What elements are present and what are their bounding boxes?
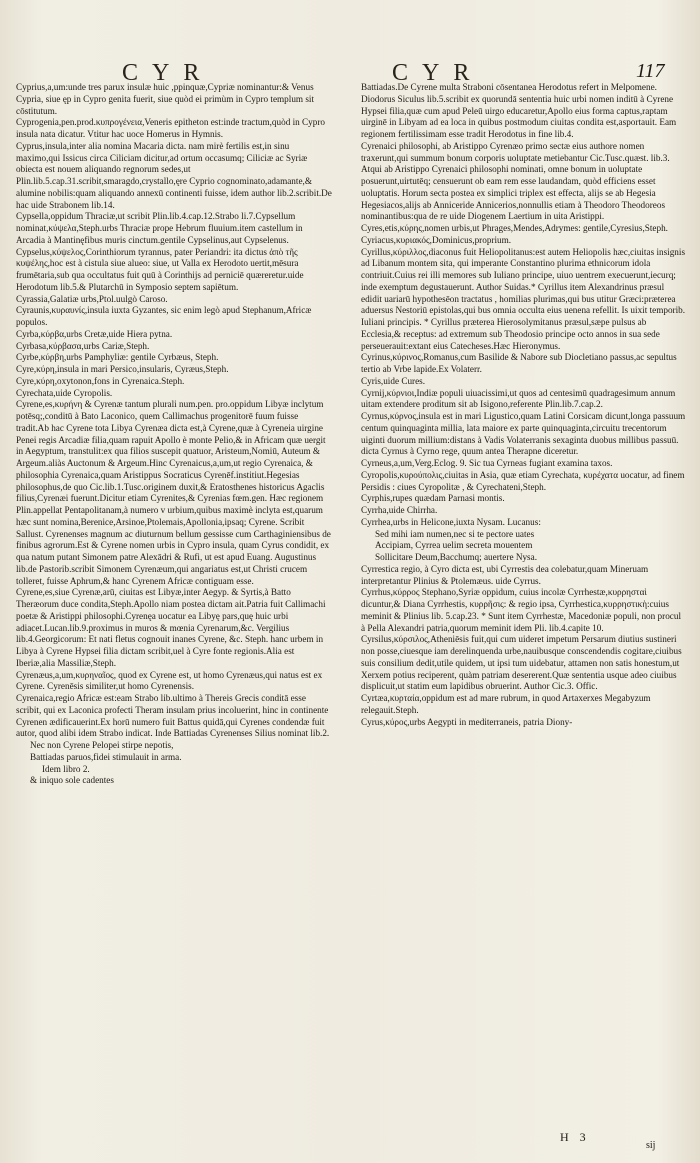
entry-cyre-fons: Cyre,κύρη,oxytonon,fons in Cyrenaica.Steph.	[16, 375, 185, 386]
entry-cyrene-ciuitas: Cyrene,es,siue Cyrenæ,arū, ciuitas est Libyæ,inter Aegyp. & Syrtis,à Batto Theræorum duce condita,Steph.Apollo niam postea dictam ait.Patria fuit Callimachi poetæ & Aristippi philosophi.Cyrenęa uocatur ea Libyę pars,quę huic urbi adiacet.Lucan.lib.9.proximus in muros & mœnia Cyrenarum,&c. Vergilius lib.4.Georgicorum: Et nati fletus cognouit inanes Cyrene, &c. Steph. hanc urbem in Libya à Cyrene Hypsei filia dictam scribit,uel à Cyre fonte regionis.Alia est Iberiæ,alia Massiliæ,Steph.	[16, 587, 326, 668]
right-column	[361, 82, 687, 728]
verse-line: Battiadas paruos,fidei stimulauit in arma.	[30, 751, 182, 762]
catchword: sij	[646, 1140, 656, 1151]
entry-cyrbasa: Cyrbasa,κύρβασα,urbs Cariæ,Steph.	[16, 340, 150, 351]
entry-cyris: Cyris,uide Cures.	[361, 375, 426, 386]
entry-cypselus: Cypselus,κύψελος,Corinthiorum tyrannus, pater Periandri: ita dictus ἀπὸ τῆς κυψέλης,hoc est à cistula siue alueo: siue, ut Valla ex Herodoto uertit,mēsura frumētaria,sub qua occultatus fuit quū à Corinthijs ad perniciē quæreretur.uide Herodotum lib.5.& Plutarchū in Symposio septem sapiētum.	[16, 246, 304, 292]
verse-line: Nec non Cyrene Pelopei stirpe nepotis,	[30, 740, 174, 750]
citation-line: Idem libro 2.	[42, 763, 90, 774]
page-number: 117	[636, 60, 665, 82]
verse-line: & iniquo sole cadentes	[30, 775, 114, 786]
entry-battiadas-continued: Battiadas.De Cyrene multa Straboni cōsentanea Herodotus refert in Melpomene. Diodorus Siculus lib.5.scribit ex quorundā sententia huic urbi nomen inditū à Cyrene Hypsei filia,quæ cum apud Peleū uirgo educaretur,Apollo eius forma captus,raptam uirginē in Libyam ad ea loca in quibus postmodum ciuitas condita est,asportauit. Eam regionem fertilissimam esse tradit Herodotus in fine lib.4.	[361, 82, 677, 139]
entry-cyrba: Cyrba,κύρβα,urbs Cretæ,uide Hiera pytna.	[16, 328, 173, 339]
entry-cyrenaica: Cyrenaica,regio Africæ est:eam Strabo lib.ultimo à Thereis Grecis conditā esse scribit, qui ex Laconica profecti Theram insulam prius incoluerint, hinc in continente Cyrenen ædificauerint.Ex horū numero fuit Battus quidā,qui Cyrenes condendæ fuit autor, quod alibi idem Strabo indicat. Inde Battiadas Cyrenenses Silius nominat lib.2.	[16, 693, 330, 739]
entry-cyrrestica: Cyrrestica regio, à Cyro dicta est, ubi Cyrrestis dea colebatur,quam Mineruam interpretantur Plinius & Ptolemæus. uide Cyrrus.	[361, 563, 649, 586]
entry-cyrassia: Cyrassia,Galatiæ urbs,Ptol.uulgò Caroso.	[16, 293, 168, 304]
entry-cyrrha: Cyrrha,uide Chirrha.	[361, 505, 438, 515]
verse-line: Sed mihi iam numen,nec si te pectore uates	[375, 528, 535, 539]
entry-cyprus: Cyprus,insula,inter alia nomina Macaria dicta. nam mirè fertilis est,in sinu maximo,qui Issicus circa Ciliciam dicitur,ad ortum occasumq; Ciliciæ ac Syriæ obiecta est nouem aliquando regnorum sedes,ut Plin.lib.5.cap.31.scribit,smaragdo,crystallo,ęre Cyprio cognominato,adamante,& alumine nobilis:quam aliquando annexū continenti fuisse, idem author lib.2.scribit.De hac uide Strabonem lib.14.	[16, 140, 332, 210]
entry-cyraunis: Cyraunis,κυραυνίς,insula iuxta Gyzantes, sic enim legò apud Stephanum,Africæ populos.	[16, 305, 312, 327]
entry-cyrenaeus: Cyrenæus,a,um,κυρηναῖος, quod ex Cyrene est, ut homo Cyrenæus,qui natus est ex Cyrene. Cyrenēsis similiter,ut homo Cyrenensis.	[16, 669, 323, 692]
entry-cypsella: Cypsella,oppidum Thraciæ,ut scribit Plin.lib.4.cap.12.Strabo li.7.Cypsellum nominat,κύψελα,Steph.urbs Thraciæ prope Hebrum fluuium.item castellum in Arcadia à Mantinęfibus muris cinctum.gentile Cypselinus,aut Cypselenus.	[16, 211, 303, 245]
verse-line: Accipiam, Cyrrea uelim secreta mouentem	[375, 540, 533, 551]
entry-cyrbe: Cyrbe,κύρβη,urbs Pamphyliæ: gentile Cyrbæus, Steph.	[16, 352, 219, 363]
entry-cyrenaici: Cyrenaici philosophi, ab Aristippo Cyrenæo primo sectæ eius authore nomen traxerunt,qui summum bonum corporis uoluptate metiebantur Cic.Tusc.quæst. lib.3. Atqui ab Aristippo Cyrenaici philosophi nominati, omne bonum in uoluptate posuerunt,uirtutēq; censuerunt ob eam rem esse laudandam, quòd efficiens esset uoluptatis. Horum secta postea ex simplici triplex est effecta, alijs se ab Hegesia Hegesiacos,alijs ab Anniceride Annicerios,nonnullis etiam à Theodoro Theodoreos nominantibus:qua de re uide Diogenem Laertium in uita Aristippi.	[361, 140, 670, 222]
entry-cyriacus: Cyriacus,κυριακός,Dominicus,proprium.	[361, 234, 512, 245]
signature-mark: H 3	[560, 1130, 590, 1144]
entry-cyrphis: Cyrphis,rupes quædam Parnasi montis.	[361, 493, 505, 504]
entry-cyrnij: Cyrnij,κύρνιοι,Indiæ populi uiuacissimi,ut quos ad centesimū quadragesimum annum uitam extendere proditum sit ab Isigono,referente Plin.lib.7.cap.2.	[361, 387, 676, 410]
verse-line: Sollicitare Deum,Bacchumq; auertere Nysa.	[375, 552, 537, 562]
entry-cyprius: Cyprius,a,um:unde tres parux insulæ huic ,ppinquæ,Cypriæ nominantur:& Venus Cypria, siue ęp in Cypro genita fuerit, siue quòd ei primùm in Cypro templum sit cōstitutum.	[16, 82, 315, 116]
left-column	[16, 82, 332, 787]
entry-cyrechata: Cyrechata,uide Cyropolis.	[16, 387, 113, 398]
entry-cyropolis: Cyropolis,κυρούπολις,ciuitas in Asia, quæ etiam Cyrechata, κυρέχατα uocatur, ad finem Persidis : ciues Cyropolitæ , & Cyrechateni,Steph.	[361, 469, 685, 492]
entry-cyrillus: Cyrillus,κύριλλος,diaconus fuit Heliopolitanus:est autem Heliopolis hæc,ciuitas insignis ad Libanum montem sita, qui imperante Constantino plurima ethnicorum idola contriuit.Cuius rei illi memores sub Iuliano principe, uiuo uentrem execuerunt,iecurq; inde exemptum degustauerunt. Author Suidas.* Cyrillus item Alexandrinus præsul edidit uariarū hypothesēon tractatus , homilias plurimas,qui bus utitur Græci:præterea aduersus Nestoriū epistolas,qui bus omnia occulta eius uenena refellit. Is uixit temporib. Iuliani principis. * Cyrillus præterea Hierosolymitanus præsul,sæpe pulsus ab Ecclesia,& receptus: ad extremum sub Theodosio principe octo annos in sua sede perseuerauit:extant eius Catecheses.Hæc Hieronymus.	[361, 246, 686, 351]
entry-cyrinus: Cyrinus,κύρινος,Romanus,cum Basilide & Nabore sub Diocletiano passus,ac sepultus tertio ab Vrbe lapide.Ex Volaterr.	[361, 352, 677, 374]
entry-cyprogenia: Cyprogenia,pen.prod.κυπρογένεια,Veneris epitheton est:inde tractum,quòd in Cypro insula nata dicatur. Vtitur hac uoce Homerus in Hymnis.	[16, 117, 326, 139]
entry-cyre-insula: Cyre,κύρη,insula in mari Persico,insularis, Cyræus,Steph.	[16, 364, 229, 374]
running-head-left: CYR	[122, 60, 214, 86]
entry-cyrsilus: Cyrsilus,κύρσιλος,Atheniēsis fuit,qui cum uideret impetum Persarum diutius sustineri non posse,ciuesque iam derelinquenda urbe,nauibusque conscendendis cogitare,ciuibus suis consilium dedit,utile quidem, ut ipsi tum uidebatur, attamen non satis honestum,ut Xerxem potius reciperent, quàm patriam desererent.Quæ sententia usque adeo ciuibus displicuit,ut statim eum lapidibus obruerint. Author Cic.3. Offic.	[361, 634, 682, 692]
entry-cyrrhea: Cyrrhea,urbs in Helicone,iuxta Nysam. Lucanus:	[361, 516, 541, 527]
running-head-right: CYR	[392, 60, 484, 86]
entry-cyrene: Cyrene,es,κυρήνη & Cyrenæ tantum plurali num.pen. pro.oppidum Libyæ inclytum potēsq;,conditū à Bato Laconico, quem Callimachus progenitorē fuum fuisse tradit.Ab hac Cyrene tota Libya Cyrenæa dicta est,à Cyrene,quæ à Cyreneia uirgine Penei regis Arcadiæ filia,quam rapuit Apollo è monte Pelio,& in Africam quæ uergit in Aegyptum, transtulit:ex qua filios suscepit quatuor, Aristeum,Nomiū, Auteum & Argeum.aliàs Auctonum & Argeum.Hinc Cyrenaicus,a,um,ut regio Cyrenaica, & philosophia Cyrenaica,quam Aristippus Socraticus Cyrenēf.institiut.Hegesias philosophus,de quo Cic.lib.1.Tusc.originem duxit,& Eratosthenes historicus Agaclis filius,Cyrenæi fuerunt.Dicitur etiam Cyrenites,& Cyrenias fœm.gen. Hæc regionem Plin.appellat Pentapolitanam,à numero v urbium,quibus maximè inclyta est,quarum hæc sunt nomina,Berenice,Arsinoe,Ptolemais,Apollonia,ipsaq; Cyrene. Scribit Sallust. Cyrenenses magnum ac diuturnum bellum gessisse cum Carthaginiensibus de finibus agrorum.Est & Cyrene nomen urbis in Cypro insula, quam Cyrus condidit, ex qua natum putant Simonem patre Alexādri & Rufi, ut est apud Euang. Augustinus lib.de Pastorib.scribit Simonem Cyrenæum,qui angariatus est,ut Christi crucem tolleret, fuisse Aphrum,& hanc Cyrenem Africæ contiguam esse.	[16, 399, 331, 586]
entry-cyrtaea: Cyrtæa,κυρταία,oppidum est ad mare rubrum, in quod Artaxerxes Megabyzum relegauit.Steph.	[361, 693, 651, 715]
entry-cyres: Cyres,etis,κύρης,nomen urbis,ut Phrages,Mendes,Adrymes: gentile,Cyresius,Steph.	[361, 223, 668, 233]
entry-cyrnus: Cyrnus,κύρνος,insula est in mari Ligustico,quam Latini Corsicam dicunt,longa passuum centum quinquaginta millia, lata maiore ex parte quinquaginta,circuitu trecentorum uiginti duorum millium:distans à Vadis Volaterranis sexaginta duobus millibus passuū. dicta Cyrnus à Cyrno rege, quum antea Therapne diceretur.	[361, 411, 686, 457]
entry-cyrus: Cyrus,κύρος,urbs Aegypti in mediterraneis, patria Diony-	[361, 716, 573, 727]
entry-cyrneus: Cyrneus,a,um,Verg.Eclog. 9. Sic tua Cyrneas fugiant examina taxos.	[361, 458, 613, 468]
entry-cyrrhus: Cyrrhus,κύρρος Stephano,Syriæ oppidum, cuius incolæ Cyrrhestæ,κυρρησταὶ dicuntur,& Diana Cyrrhestis, κυρρῆσις: & regio ipsa, Cyrrhestica,κυρρηστικὴ:cuius meminit & Plinius lib. 5.cap.23. * Sunt item Cyrrhestæ, Macedoniæ populi, non procul à Pella Alexandri patria,quorum meminit idem Pli. lib.4.capite 10.	[361, 587, 682, 633]
